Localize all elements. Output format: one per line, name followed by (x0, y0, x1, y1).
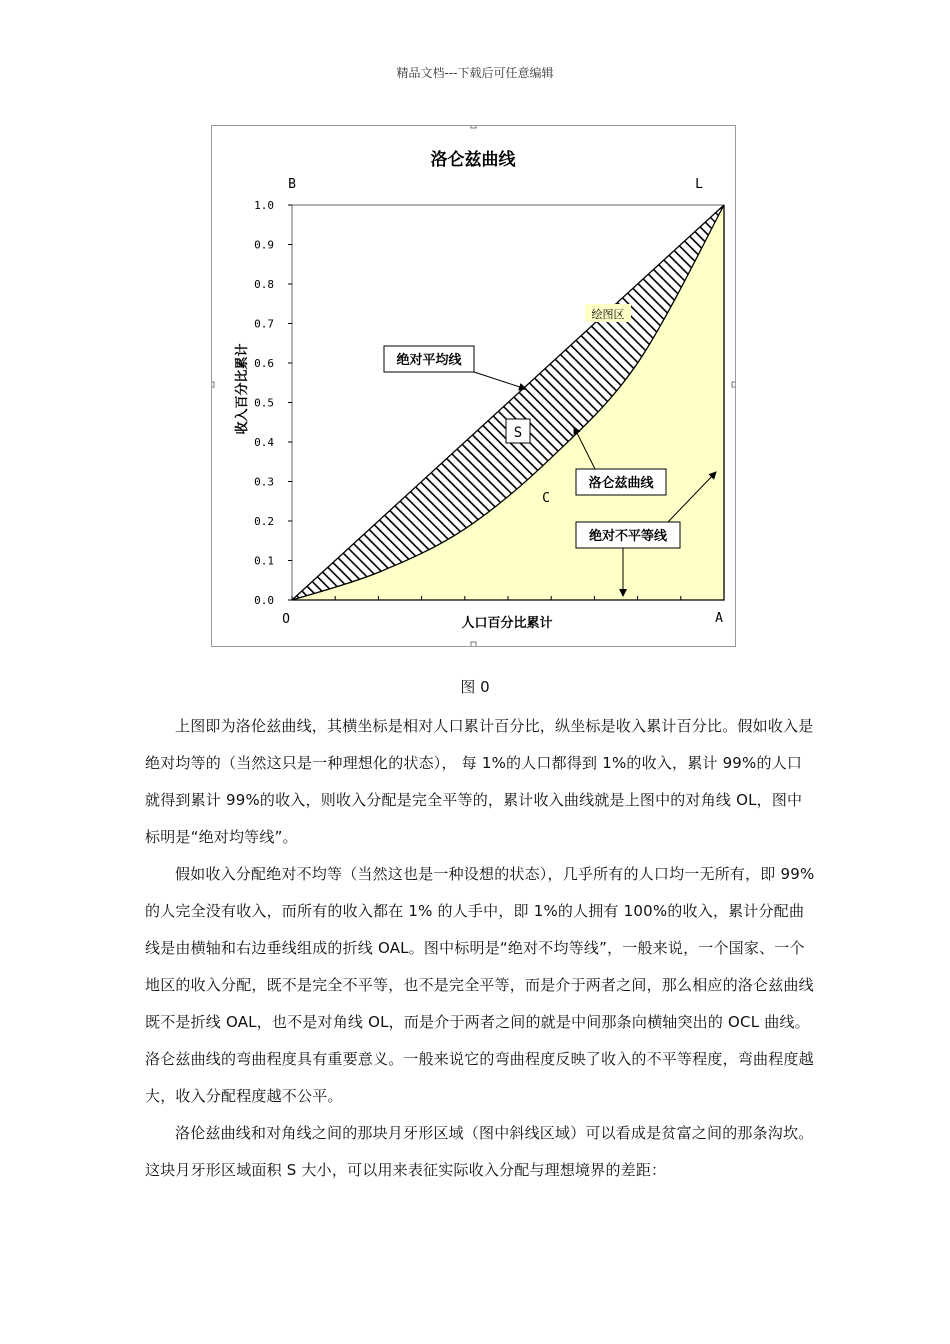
lorenz-callout: 洛仑兹曲线 (588, 476, 654, 491)
y-tick-label: 0.8 (254, 278, 274, 291)
y-tick-label: 0.7 (254, 317, 274, 331)
paragraph-1: 上图即为洛伦兹曲线，其横坐标是相对人口累计百分比，纵坐标是收入累计百分比。假如收入是绝对均等的（当然这只是一种理想化的状态）， 每 1%的人口都得到 1%的收入，累计 99%的人口就得到累计 99%的收入，则收入分配是完全平等的，累计收入曲线就是上图中的对角线 OL，图中标明是“绝对均等线”。 (145, 717, 814, 846)
lorenz-chart (212, 126, 735, 646)
x-axis-label: 人口百分比累计 (461, 616, 553, 631)
y-tick-label: 0.2 (254, 515, 274, 528)
y-tick-label: 1.0 (254, 199, 274, 212)
y-axis-ticks (254, 199, 292, 607)
body-text (145, 708, 817, 1189)
corner-label-a: A (715, 611, 723, 626)
y-tick-label: 0.1 (254, 554, 274, 568)
frame-handle (471, 126, 476, 128)
plot-area-label: 绘图区 (591, 308, 625, 321)
corner-label-b: B (288, 177, 296, 192)
chart-title: 洛仑兹曲线 (430, 150, 516, 170)
lorenz-figure (211, 125, 736, 647)
frame-handle (732, 382, 735, 387)
y-tick-label: 0.9 (254, 238, 274, 252)
y-tick-label: 0.0 (254, 594, 274, 607)
paragraph-2: 假如收入分配绝对不均等（当然这也是一种设想的状态），几乎所有的人口均一无所有，即 99%的人完全没有收入，而所有的收入都在 1% 的人手中，即 1%的人拥有 100%的收入，累计分配曲线是由横轴和右边垂线组成的折线 OAL。图中标明是“绝对不均等线”，一般来说，一个国家、一个地区的收入分配，既不是完全不平等，也不是完全平等，而是介于两者之间，那么相应的洛仑兹曲线既不是折线 OAL，也不是对角线 OL，而是介于两者之间的就是中间那条向横轴突出的 OCL 曲线。洛仑兹曲线的弯曲程度具有重要意义。一般来说它的弯曲程度反映了收入的不平等程度，弯曲程度越大，收入分配程度越不公平。 (145, 865, 815, 1105)
figure-caption: 图 0 (460, 678, 490, 696)
inequality-callout: 绝对不平等线 (588, 529, 668, 544)
region-s-label: S (513, 425, 523, 441)
corner-label-l: L (695, 177, 703, 192)
equality-callout: 绝对平均线 (396, 353, 462, 368)
region-c-label: C (542, 491, 550, 506)
frame-handle (212, 382, 214, 387)
y-tick-label: 0.6 (254, 357, 274, 370)
page-header: 精品文档---下载后可任意编辑 (396, 66, 554, 80)
paragraph-3: 洛伦兹曲线和对角线之间的那块月牙形区域（图中斜线区域）可以看成是贫富之间的那条沟坎。这块月牙形区域面积 S 大小，可以用来表征实际收入分配与理想境界的差距： (145, 1124, 814, 1179)
frame-handle (471, 642, 476, 646)
y-tick-label: 0.3 (254, 475, 274, 489)
y-tick-label: 0.5 (254, 396, 274, 410)
y-axis-label: 收入百分比累计 (235, 343, 250, 435)
y-tick-label: 0.4 (254, 436, 274, 449)
corner-label-o: O (282, 612, 290, 627)
